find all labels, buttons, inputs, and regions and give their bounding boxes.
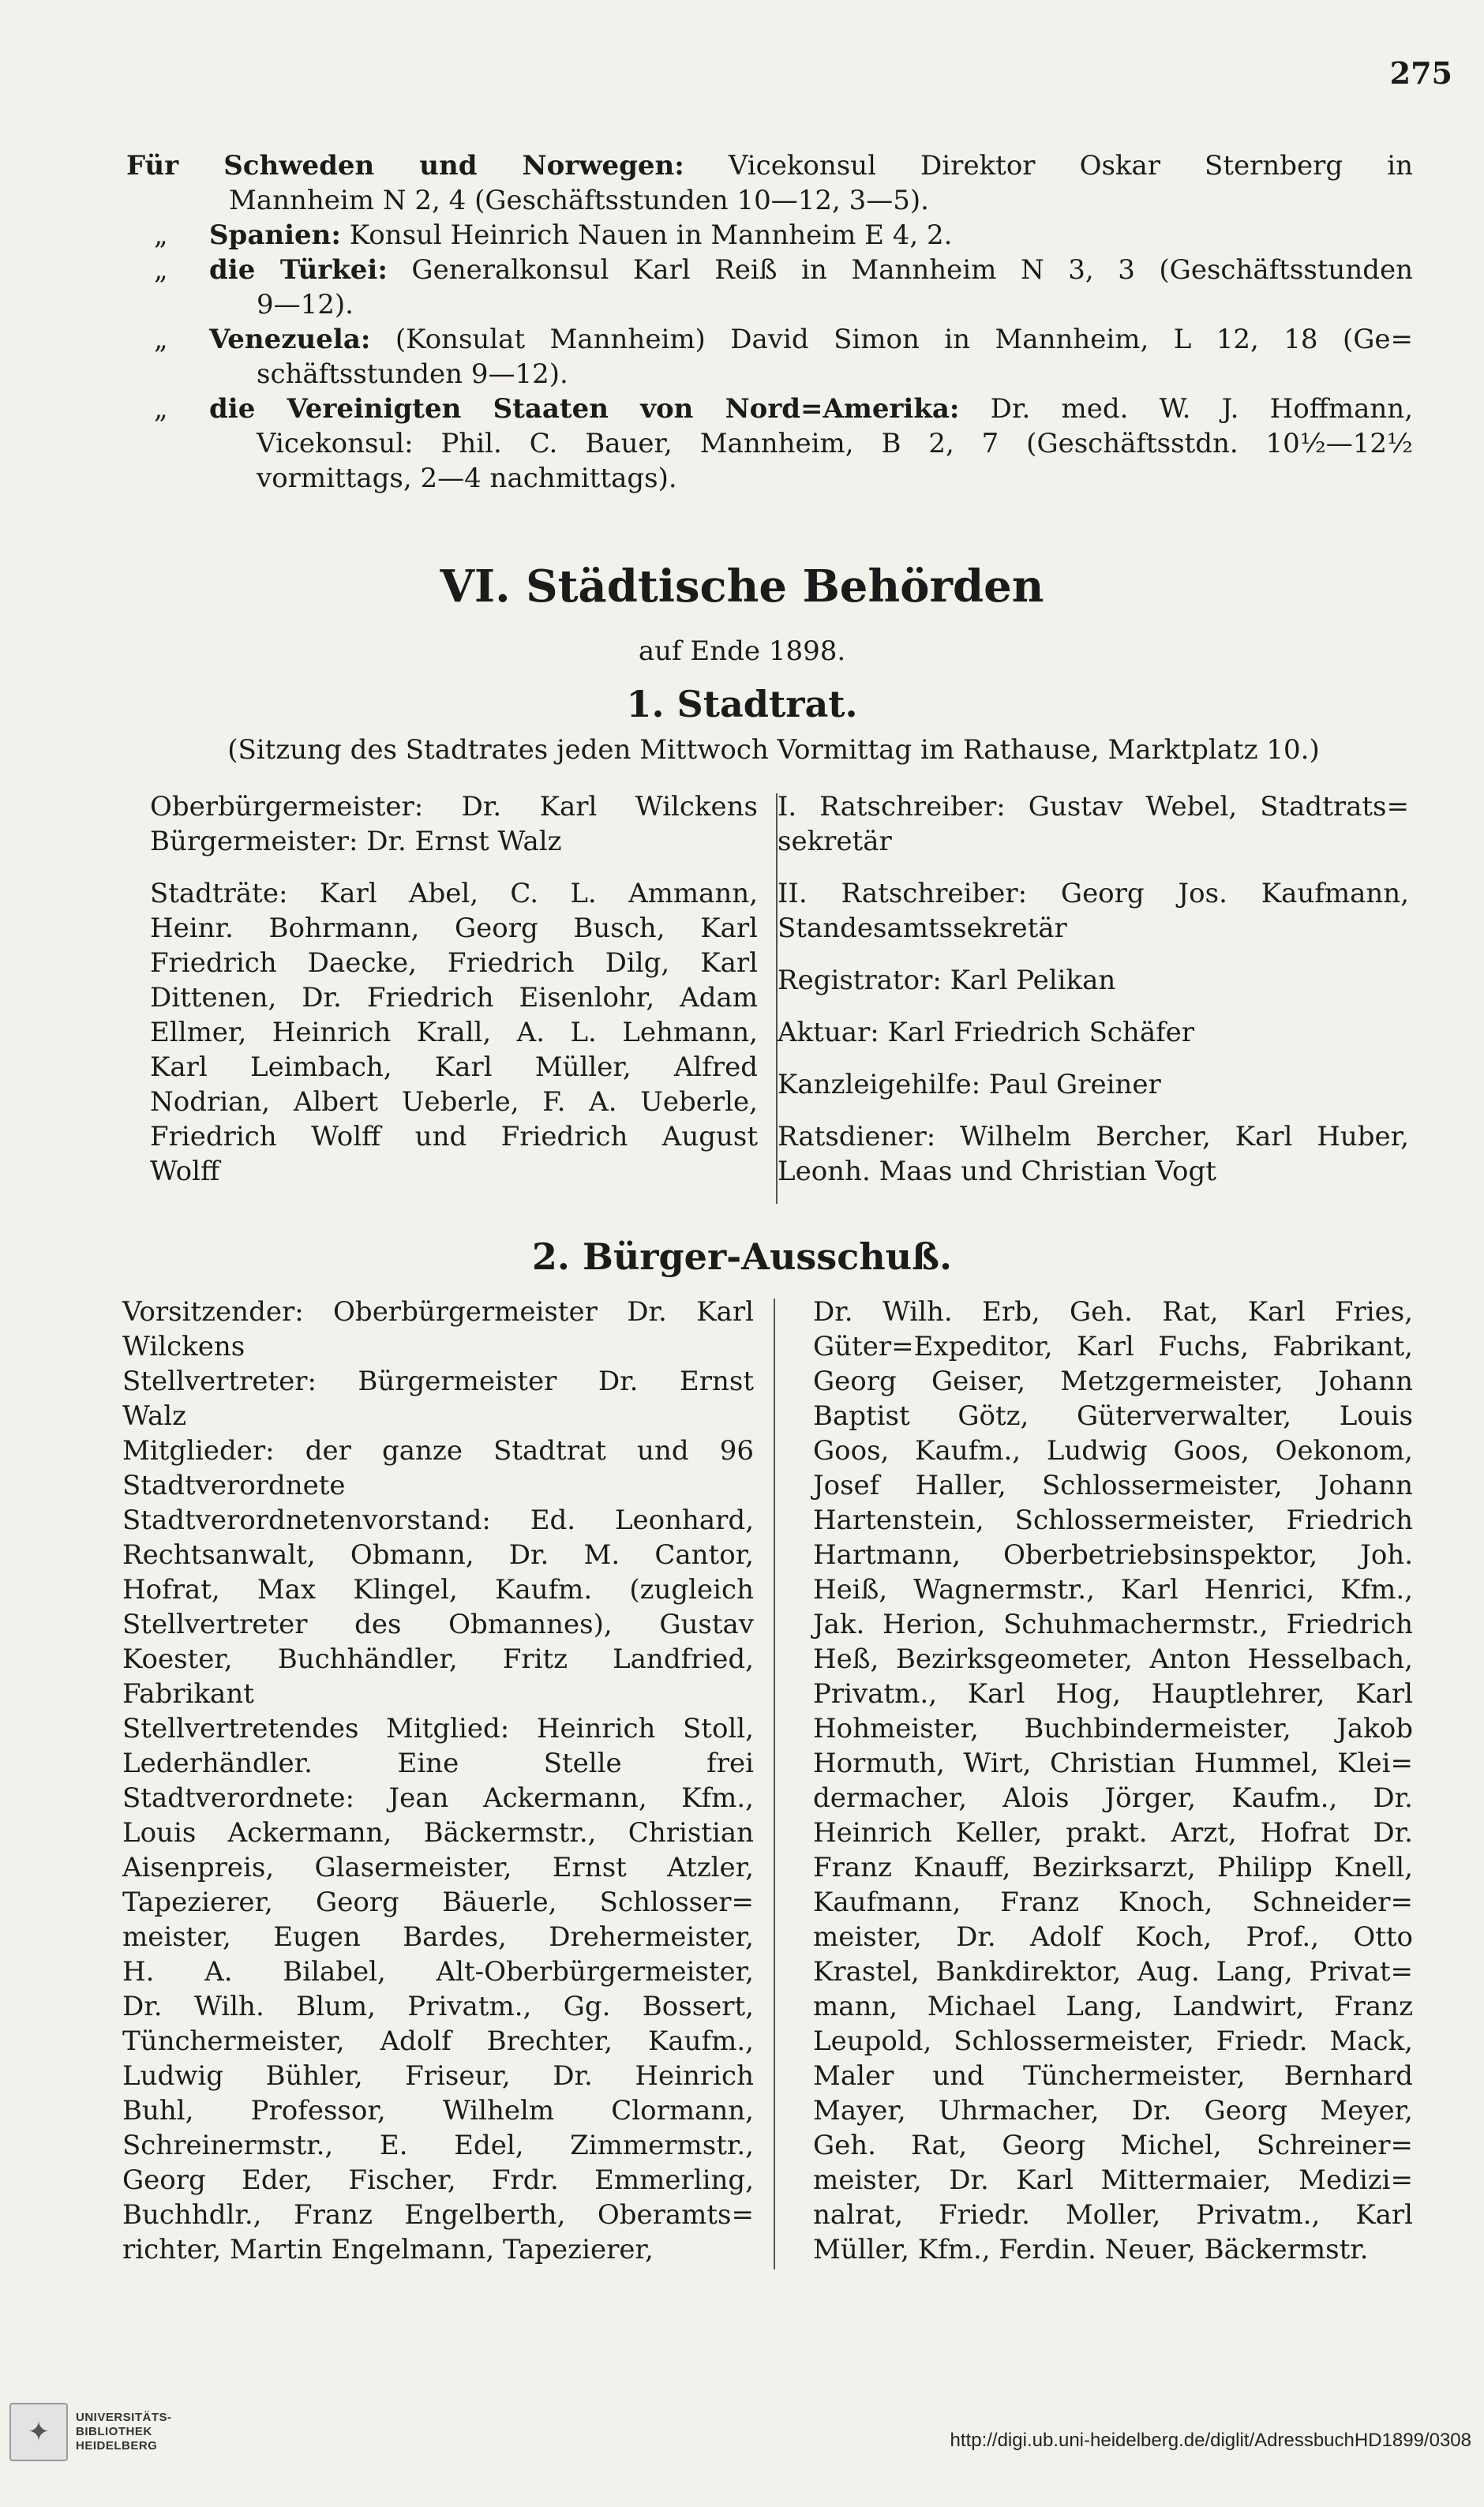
ditto-mark: „ (154, 324, 168, 355)
ditto-mark: „ (154, 393, 168, 425)
ausschuss-line: mann, Michael Lang, Landwirt, Franz (813, 1991, 1413, 2022)
ausschuss-line: Aisenpreis, Glasermeister, Ernst Atzler, (122, 1852, 754, 1883)
ausschuss-line: Rechtsanwalt, Obmann, Dr. M. Cantor, (122, 1539, 754, 1571)
ausschuss-line: Kaufmann, Franz Knoch, Schneider= (813, 1887, 1413, 1918)
stadtrat-line (778, 946, 1409, 963)
buergerausschuss-right-column (813, 1295, 1413, 2267)
ausschuss-line: Louis Ackermann, Bäckermstr., Christian (122, 1817, 754, 1849)
ausschuss-line: Lederhändler. Eine Stelle frei (122, 1748, 754, 1779)
consul-country: Venezuela: (209, 324, 371, 355)
stadtrat-line: Ellmer, Heinrich Krall, A. L. Lehmann, (150, 1017, 758, 1048)
stadtrat-line: Ratsdiener: Wilhelm Bercher, Karl Huber, (778, 1121, 1409, 1152)
stadtrat-line: II. Ratschreiber: Georg Jos. Kaufmann, (778, 878, 1409, 909)
ausschuss-line: Mitglieder: der ganze Stadtrat und 96 (122, 1435, 754, 1467)
ausschuss-line: Stadtverordnete: Jean Ackermann, Kfm., (122, 1782, 754, 1814)
ausschuss-line: Hartmann, Oberbetriebsinspektor, Joh. (813, 1539, 1413, 1571)
section-stadtrat-title: 1. Stadtrat. (626, 683, 858, 725)
ausschuss-line: Müller, Kfm., Ferdin. Neuer, Bäckermstr. (813, 2234, 1369, 2265)
consul-country: Spanien: (209, 219, 341, 251)
consul-line (257, 357, 1413, 392)
source-url[interactable]: http://digi.ub.uni-heidelberg.de/diglit/AdressbuchHD1899/0308 (950, 2430, 1471, 2451)
stadtrat-line: sekretär (778, 826, 892, 857)
consul-line (154, 322, 1413, 357)
ausschuss-line: Stellvertretendes Mitglied: Heinrich Stoll, (122, 1713, 754, 1744)
ausschuss-line: Hartenstein, Schlossermeister, Friedrich (813, 1505, 1413, 1536)
stadtrat-line: Kanzleigehilfe: Paul Greiner (778, 1069, 1161, 1100)
consul-text: Vicekonsul Direktor Oskar Sternberg in (684, 150, 1413, 182)
stadtrat-line: Wolff (150, 1156, 220, 1187)
ausschuss-line: meister, Dr. Adolf Koch, Prof., Otto (813, 1921, 1413, 1953)
ausschuss-line: Georg Geiser, Metzgermeister, Johann (813, 1366, 1413, 1397)
ausschuss-line: Hohmeister, Buchbindermeister, Jakob (813, 1713, 1413, 1744)
ausschuss-line: Vorsitzender: Oberbürgermeister Dr. Karl (122, 1296, 754, 1328)
ausschuss-line: Krastel, Bankdirektor, Aug. Lang, Privat= (813, 1956, 1413, 1988)
consul-line (126, 148, 1413, 183)
stadtrat-line: Registrator: Karl Pelikan (778, 965, 1116, 996)
ausschuss-line: Koester, Buchhändler, Fritz Landfried, (122, 1643, 754, 1675)
ausschuss-line: Hormuth, Wirt, Christian Hummel, Klei= (813, 1748, 1413, 1779)
ausschuss-line: Georg Eder, Fischer, Frdr. Emmerling, (122, 2164, 754, 2196)
consul-line (229, 183, 1413, 218)
ausschuss-line: Mayer, Uhrmacher, Dr. Georg Meyer, (813, 2095, 1413, 2127)
ausschuss-line: Walz (122, 1400, 187, 1432)
ausschuss-line: Goos, Kaufm., Ludwig Goos, Oekonom, (813, 1435, 1413, 1467)
ausschuss-line: Stellvertreter: Bürgermeister Dr. Ernst (122, 1366, 754, 1397)
ausschuss-line: Geh. Rat, Georg Michel, Schreiner= (813, 2130, 1413, 2161)
stadtrat-line (778, 1102, 1409, 1119)
consul-text: 9—12). (257, 289, 354, 320)
ausschuss-line: Privatm., Karl Hog, Hauptlehrer, Karl (813, 1678, 1413, 1710)
stadtrat-line: Nodrian, Albert Ueberle, F. A. Ueberle, (150, 1086, 758, 1118)
ausschuss-line: Heß, Bezirksgeometer, Anton Hesselbach, (813, 1643, 1413, 1675)
consul-text: Vicekonsul: Phil. C. Bauer, Mannheim, B 2, 7 (Geschäftsstdn. 10½—12½ (257, 428, 1413, 459)
ausschuss-line: meister, Eugen Bardes, Drehermeister, (122, 1921, 754, 1953)
ausschuss-line: Jak. Herion, Schuhmachermstr., Friedrich (813, 1609, 1413, 1640)
library-name: UNIVERSITÄTS- BIBLIOTHEK HEIDELBERG (76, 2411, 172, 2453)
library-seal-icon: ✦ (9, 2403, 68, 2461)
stadtrat-line (778, 859, 1409, 876)
ausschuss-line: Franz Knauff, Bezirksarzt, Philipp Knell, (813, 1852, 1413, 1883)
section-buergerausschuss-title: 2. Bürger-Ausschuß. (531, 1235, 953, 1278)
stadtrat-line: Standesamtssekretär (778, 912, 1067, 944)
consul-text: Generalkonsul Karl Reiß in Mannheim N 3, 3 (Geschäftsstunden (387, 254, 1414, 286)
stadtrat-session-note: (Sitzung des Stadtrates jeden Mittwoch Vormittag im Rathause, Marktplatz 10.) (227, 734, 1320, 766)
ausschuss-line: Josef Haller, Schlossermeister, Johann (813, 1470, 1413, 1501)
ausschuss-line: Ludwig Bühler, Friseur, Dr. Heinrich (122, 2060, 754, 2092)
ditto-mark: „ (154, 254, 168, 286)
ausschuss-line: Stadtverordnetenvorstand: Ed. Leonhard, (122, 1505, 754, 1536)
stadtrat-right-column (778, 789, 1409, 1189)
ausschuss-line: Stadtverordnete (122, 1470, 346, 1501)
stadtrat-line: I. Ratschreiber: Gustav Webel, Stadtrats= (778, 791, 1409, 823)
ausschuss-line: Heiß, Wagnermstr., Karl Henrici, Kfm., (813, 1574, 1413, 1606)
ausschuss-line: Heinrich Keller, prakt. Arzt, Hofrat Dr. (813, 1817, 1413, 1849)
ausschuss-line: Stellvertreter des Obmannes), Gustav (122, 1609, 754, 1640)
ausschuss-line: Fabrikant (122, 1678, 254, 1710)
ausschuss-line: Hofrat, Max Klingel, Kaufm. (zugleich (122, 1574, 754, 1606)
stadtrat-line: Friedrich Wolff und Friedrich August (150, 1121, 758, 1152)
stadtrat-line (778, 1050, 1409, 1067)
stadtrat-line: Oberbürgermeister: Dr. Karl Wilckens (150, 791, 758, 823)
ausschuss-line: Tünchermeister, Adolf Brechter, Kaufm., (122, 2025, 754, 2057)
consul-country: die Türkei: (209, 254, 388, 286)
ausschuss-line: dermacher, Alois Jörger, Kaufm., Dr. (813, 1782, 1413, 1814)
stadtrat-line: Aktuar: Karl Friedrich Schäfer (778, 1017, 1195, 1048)
ausschuss-line: Maler und Tünchermeister, Bernhard (813, 2060, 1413, 2092)
library-logo (9, 2403, 172, 2461)
stadtrat-line: Karl Leimbach, Karl Müller, Alfred (150, 1051, 758, 1083)
consul-text: (Konsulat Mannheim) David Simon in Mannheim, L 12, 18 (Ge= (370, 324, 1413, 355)
ausschuss-line: Buhl, Professor, Wilhelm Clormann, (122, 2095, 754, 2127)
ausschuss-line: Buchhdlr., Franz Engelberth, Oberamts= (122, 2199, 754, 2231)
consul-line (257, 461, 1413, 496)
stadtrat-line: Leonh. Maas und Christian Vogt (778, 1156, 1216, 1187)
consul-text: Dr. med. W. J. Hoffmann, (959, 393, 1413, 425)
ausschuss-line: Wilckens (122, 1331, 245, 1362)
buergerausschuss-column-divider (774, 1298, 775, 2269)
consul-country: die Vereinigten Staaten von Nord=Amerika: (209, 393, 960, 425)
ausschuss-line: H. A. Bilabel, Alt-Oberbürgermeister, (122, 1956, 754, 1988)
ausschuss-line: Güter=Expeditor, Karl Fuchs, Fabrikant, (813, 1331, 1413, 1362)
stadtrat-line: Heinr. Bohrmann, Georg Busch, Karl (150, 912, 758, 944)
consul-text: vormittags, 2—4 nachmittags). (257, 463, 677, 494)
stadtrat-line: Friedrich Daecke, Friedrich Dilg, Karl (150, 947, 758, 979)
stadtrat-line (150, 859, 758, 876)
stadtrat-line (778, 998, 1409, 1015)
consul-text: Konsul Heinrich Nauen in Mannheim E 4, 2. (340, 219, 953, 251)
buergerausschuss-left-column (122, 1295, 754, 2267)
consul-text: schäftsstunden 9—12). (257, 358, 568, 390)
page-number: 275 (1389, 55, 1452, 91)
ausschuss-line: Dr. Wilh. Erb, Geh. Rat, Karl Fries, (813, 1296, 1413, 1328)
ausschuss-line: Dr. Wilh. Blum, Privatm., Gg. Bossert, (122, 1991, 754, 2022)
ausschuss-line: Baptist Götz, Güterverwalter, Louis (813, 1400, 1413, 1432)
ausschuss-line: richter, Martin Engelmann, Tapezierer, (122, 2234, 654, 2265)
consul-line (257, 426, 1413, 461)
ausschuss-line: Schreinermstr., E. Edel, Zimmermstr., (122, 2130, 754, 2161)
ausschuss-line: meister, Dr. Karl Mittermaier, Medizi= (813, 2164, 1413, 2196)
chapter-title: VI. Städtische Behörden (440, 560, 1044, 613)
ausschuss-line: Tapezierer, Georg Bäuerle, Schlosser= (122, 1887, 754, 1918)
stadtrat-left-column (150, 789, 758, 1189)
stadtrat-line: Bürgermeister: Dr. Ernst Walz (150, 826, 562, 857)
ausschuss-line: Leupold, Schlossermeister, Friedr. Mack, (813, 2025, 1413, 2057)
chapter-subtitle: auf Ende 1898. (638, 635, 846, 667)
ausschuss-line: nalrat, Friedr. Moller, Privatm., Karl (813, 2199, 1413, 2231)
stadtrat-line: Dittenen, Dr. Friedrich Eisenlohr, Adam (150, 982, 758, 1014)
consul-line (154, 253, 1413, 287)
ditto-mark: „ (154, 219, 168, 251)
stadtrat-line: Stadträte: Karl Abel, C. L. Ammann, (150, 878, 758, 909)
consul-line (154, 392, 1413, 426)
consul-country: Für Schweden und Norwegen: (126, 150, 684, 182)
consul-line (257, 287, 1413, 322)
consul-line (154, 218, 1413, 253)
consul-text: Mannheim N 2, 4 (Geschäftsstunden 10—12, 3—5). (229, 185, 929, 216)
